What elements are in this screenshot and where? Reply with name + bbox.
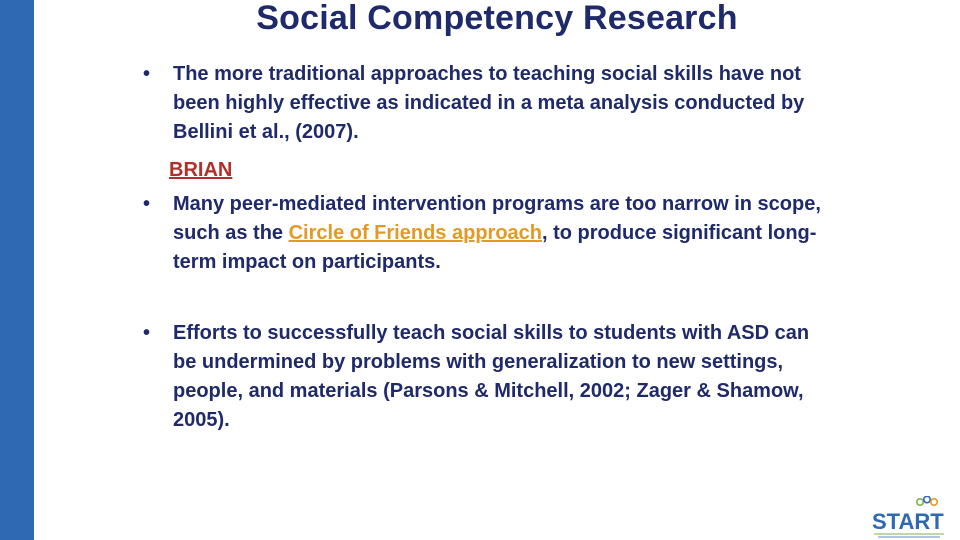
circle-of-friends-link[interactable]: Circle of Friends approach (288, 222, 542, 244)
bullet-item (143, 190, 823, 277)
bullet-item (143, 319, 823, 435)
bullet-text: Efforts to successfully teach social skills to students with ASD can be undermined by problems with generalization to new settings, people, and materials (Parsons & Mitchell, 2002; Zager & Shamow, 2005). (173, 322, 810, 431)
start-logo (870, 496, 948, 540)
bullet-marker: • (143, 322, 151, 344)
slide-sidebar (0, 0, 34, 540)
bullet-text-before: Many peer-mediated intervention programs are too narrow in scope, such as the (173, 193, 821, 244)
slide-title: Social Competency Research (256, 0, 738, 37)
logo-text: START (872, 509, 944, 534)
bullet-text-after: , to produce significant long-term impact on participants. (173, 222, 817, 273)
bullet-text (173, 190, 823, 277)
bullet-item (143, 60, 823, 147)
bullet-text: The more traditional approaches to teaching social skills have not been highly effective as indicated in a meta analysis conducted by Bellini et al., (2007). (173, 63, 805, 143)
speaker-note-link[interactable]: BRIAN (169, 159, 233, 181)
bullet-marker: • (143, 193, 151, 215)
bullet-marker: • (143, 63, 151, 85)
